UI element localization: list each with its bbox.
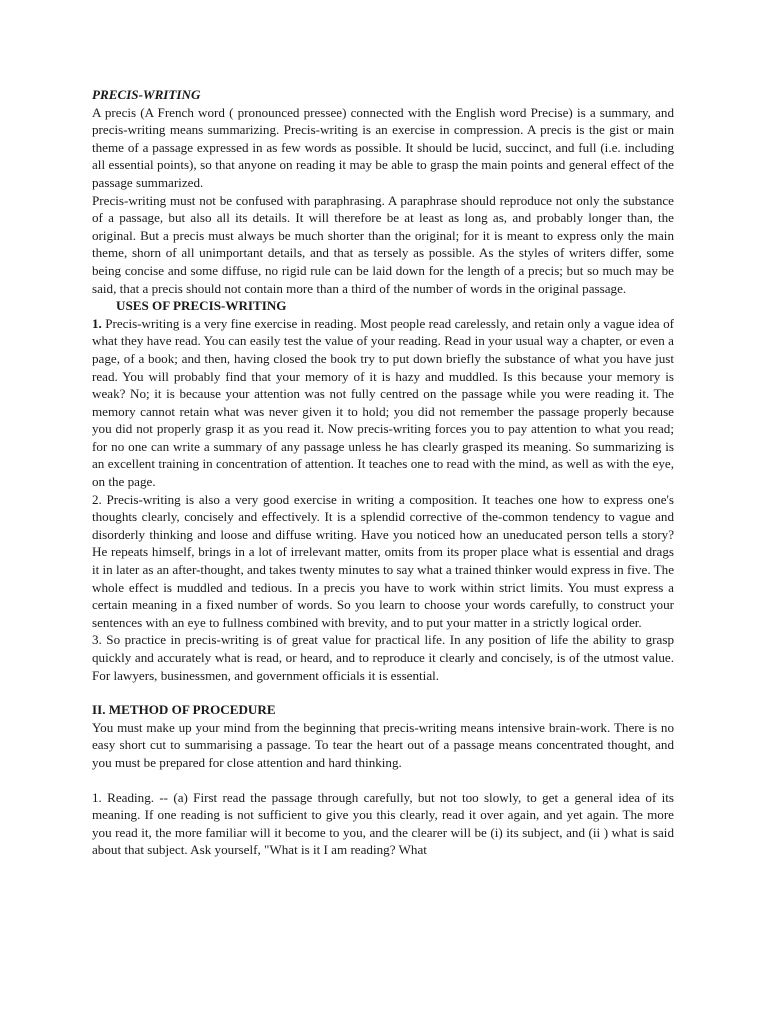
uses-item-2: 2. Precis-writing is also a very good exercise in writing a composition. It teaches one how to express one's thoughts clearly, concisely and effectively. It is a splendid corrective of the-common tendency to vague and disorderly thinking and loose and diffuse writing. Have you noticed how an uneducated person tells a story? He repeats himself, brings in a lot of irrelevant matter, omits from its proper place what is essential and drags it in later as an after-thought, and takes twenty minutes to say what a trained thinker would express in five. The whole effect is muddled and tedious. In a precis you have to work within strict limits. You must express a certain meaning in a fixed number of words. So you learn to choose your words carefully, to construct your sentences with an eye to fullness combined with brevity, and to put your matter in a strictly logical order.: [92, 491, 675, 630]
uses-item-1-number: 1.: [92, 315, 102, 331]
reading-paragraph: 1. Reading. -- (a) First read the passage through carefully, but not too slowly, to get a general idea of its meaning. If one reading is not sufficient to give you this clearly, read it over again, and yet again. The more you read it, the more familiar will it become to you, and the clearer will be (i) its subject, and (ii ) what is said about that subject. Ask yourself, "What is it I am reading? What: [92, 789, 674, 858]
uses-item-1: [92, 315, 674, 491]
uses-item-3: 3. So practice in precis-writing is of great value for practical life. In any position of life the ability to grasp quickly and accurately what is read, or heard, and to reproduce it clearly and concisely, is of the utmost value. For lawyers, businessmen, and government officials it is essential.: [92, 632, 674, 683]
intro-paragraph-1: A precis (A French word ( pronounced pressee) connected with the English word Precise) is a summary, and precis-writing means summarizing. Precis-writing is an exercise in compression. A precis is the gist or main theme of a passage expressed in as few words as possible. It should be lucid, succinct, and full (i.e. including all essential points), so that anyone on reading it may be able to grasp the main points and general effect of the passage summarized.: [92, 104, 674, 190]
intro-paragraph-2: Precis-writing must not be confused with paraphrasing. A paraphrase should reproduce not only the substance of a passage, but also all its details. It will therefore be at least as long as, and probably longer than, the original. But a precis must always be much shorter than the original; for it is meant to express only the main theme, shorn of all unimportant details, and that as tersely as possible. As the styles of writers differ, some being concise and some diffuse, no rigid rule can be laid down for the length of a precis; but so much may be said, that a precis should not contain more than a third of the number of words in the original passage.: [92, 192, 674, 296]
uses-heading: USES OF PRECIS-WRITING: [116, 298, 287, 314]
spacer: [92, 772, 674, 789]
spacer: [92, 684, 674, 701]
method-paragraph: You must make up your mind from the beginning that precis-writing means intensive brain-work. There is no easy short cut to summarising a passage. To tear the heart out of a passage means concentrated thought, and you must be prepared for close attention and hard thinking.: [92, 719, 674, 770]
uses-item-1-text: Precis-writing is a very fine exercise in reading. Most people read carelessly, and retain only a vague idea of what they have read. You can easily test the value of your reading. Read in your usual way a chapter, or even a page, of a book; and then, having closed the book try to put down briefly the substance of what you have just read. You will probably find that your memory of it is hazy and muddled. Is this because your memory is weak? No; it is because your attention was not fully centred on the passage while you were reading it. The memory cannot retain what was never given it to hold; you did not remember the passage properly because you did not properly grasp it as you read it. Now precis-writing forces you to pay attention to what you read; for no one can write a summary of any passage unless he has clearly grasped its meaning. So summarizing is an excellent training in concentration of attention. It teaches one to read with the mind, as well as with the eye, on the page.: [92, 315, 674, 490]
document-page: [92, 86, 674, 859]
document-title: PRECIS-WRITING: [92, 87, 201, 102]
method-heading: II. METHOD OF PROCEDURE: [92, 702, 276, 718]
